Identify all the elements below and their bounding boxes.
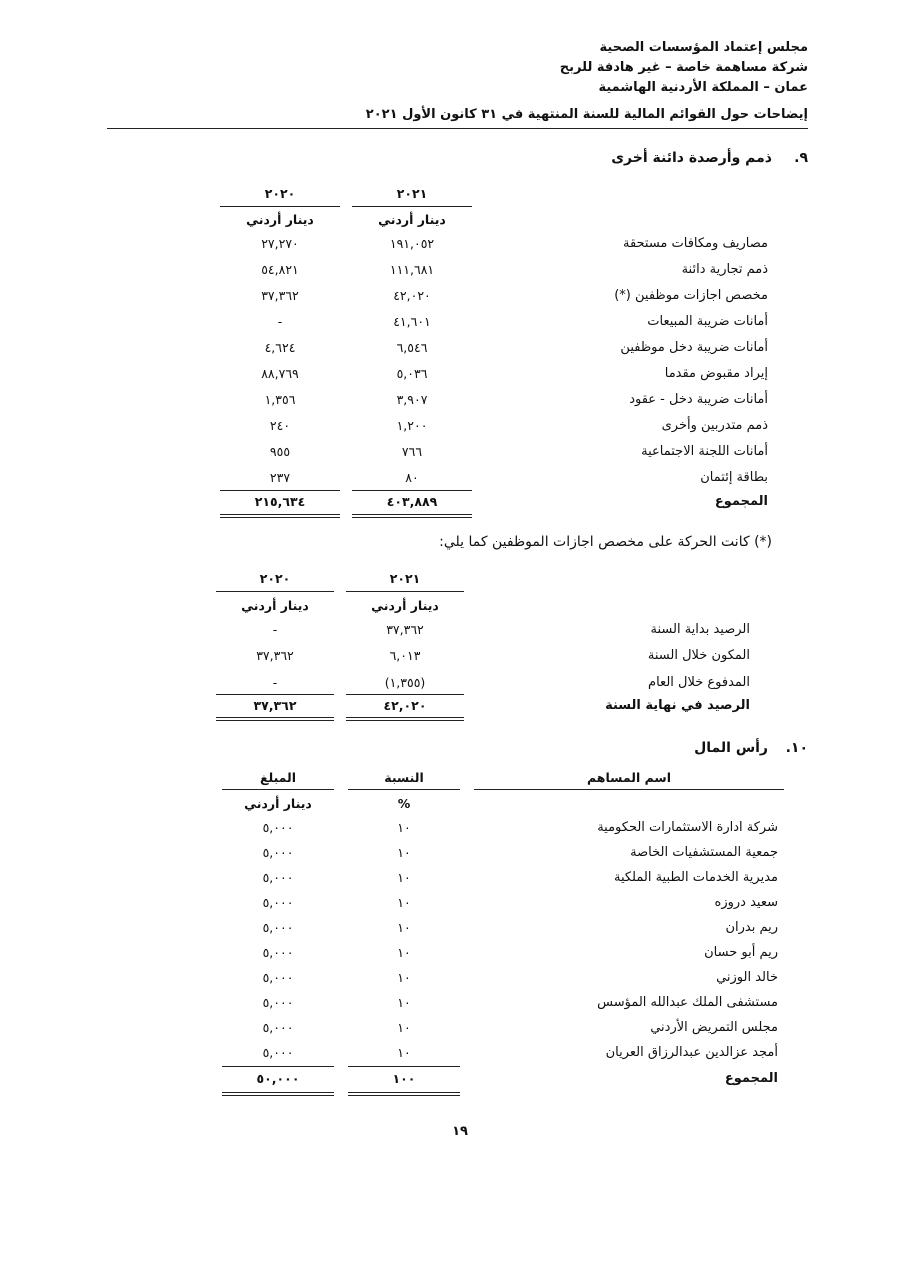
shareholder-amount: ٥,٠٠٠: [262, 945, 294, 960]
note9-row-label: ذمم تجارية دائنة: [681, 262, 768, 277]
note9-currency-2021: دينار أردني: [378, 212, 446, 227]
note9-row-2021: ٤٢,٠٢٠: [393, 288, 431, 303]
movement-total-double-rule-2021: [346, 717, 464, 721]
movement-total-2021: ٤٢,٠٢٠: [383, 698, 427, 713]
shareholder-name: ريم أبو حسان: [704, 945, 778, 960]
shareholder-pct: ١٠: [397, 870, 411, 885]
note9-row-2021: ٦,٥٤٦: [396, 340, 428, 355]
shareholder-pct: ١٠: [397, 945, 411, 960]
leave-movement-note: (*) كانت الحركة على مخصص اجازات الموظفين كما يلي:: [439, 534, 772, 550]
shareholder-amount: ٥,٠٠٠: [262, 1045, 294, 1060]
shareholder-name: جمعية المستشفيات الخاصة: [630, 845, 778, 860]
note10-header-rule-amount: [222, 789, 334, 790]
shareholder-name: شركة ادارة الاستثمارات الحكومية: [597, 820, 778, 835]
note10-total-amount: ٥٠,٠٠٠: [256, 1071, 300, 1086]
movement-row-label: الرصيد بداية السنة: [650, 622, 750, 637]
company-type: شركة مساهمة خاصة – غير هادفة للربح: [559, 60, 808, 75]
shareholder-pct: ١٠: [397, 970, 411, 985]
movement-total-double-rule-2020: [216, 717, 334, 721]
note9-row-label: أمانات ضريبة المبيعات: [647, 314, 768, 329]
note9-currency-2020: دينار أردني: [246, 212, 314, 227]
shareholder-name: مديرية الخدمات الطبية الملكية: [613, 870, 778, 885]
org-name: مجلس إعتماد المؤسسات الصحية: [599, 40, 808, 55]
note10-total-double-rule-pct: [348, 1092, 460, 1096]
movement-row-2021: ٦,٠١٣: [389, 648, 421, 663]
shareholder-pct: ١٠: [397, 1020, 411, 1035]
note10-header-rule-pct: [348, 789, 460, 790]
movement-row-label: المدفوع خلال العام: [648, 675, 750, 690]
movement-currency-2020: دينار أردني: [241, 598, 309, 613]
note9-number: .٩: [794, 150, 808, 166]
note9-title: ذمم وأرصدة دائنة أخرى: [611, 150, 772, 166]
note10-amount-unit: دينار أردني: [244, 796, 312, 811]
location: عمان – المملكة الأردنية الهاشمية: [598, 80, 808, 95]
note10-title: رأس المال: [694, 740, 768, 756]
note9-row-label: إيراد مقبوض مقدما: [664, 366, 768, 381]
note9-row-2020: ١,٣٥٦: [264, 392, 296, 407]
note10-col-amount: المبلغ: [259, 770, 297, 785]
movement-header-rule-2020: [216, 591, 334, 592]
note9-total-2020: ٢١٥,٦٣٤: [254, 494, 306, 509]
shareholder-name: مستشفى الملك عبدالله المؤسس: [597, 995, 778, 1010]
note9-row-2021: ١٩١,٠٥٢: [389, 236, 435, 251]
movement-total-2020: ٣٧,٣٦٢: [253, 698, 297, 713]
movement-currency-2021: دينار أردني: [371, 598, 439, 613]
note9-row-2020: ٢٧,٢٧٠: [261, 236, 299, 251]
movement-row-2020: -: [272, 675, 278, 690]
shareholder-name: ريم بدران: [725, 920, 778, 935]
note9-total-double-rule-2020: [220, 514, 340, 518]
shareholder-amount: ٥,٠٠٠: [262, 995, 294, 1010]
movement-row-label: المكون خلال السنة: [647, 648, 750, 663]
movement-header-rule-2021: [346, 591, 464, 592]
shareholder-name: خالد الوزني: [716, 970, 778, 985]
shareholder-amount: ٥,٠٠٠: [262, 820, 294, 835]
note9-row-2021: ٨٠: [405, 470, 419, 485]
note9-row-label: أمانات ضريبة دخل موظفين: [620, 340, 768, 355]
movement-subtotal-rule-2020: [216, 694, 334, 695]
movement-year-2021: ٢٠٢١: [389, 571, 421, 586]
shareholder-amount: ٥,٠٠٠: [262, 895, 294, 910]
note9-row-2020: ٢٤٠: [269, 418, 291, 433]
shareholder-amount: ٥,٠٠٠: [262, 920, 294, 935]
note9-row-label: ذمم متدربين وأخرى: [661, 418, 768, 433]
note9-row-2021: ٣,٩٠٧: [396, 392, 428, 407]
shareholder-pct: ١٠: [397, 820, 411, 835]
note10-total-label: المجموع: [724, 1071, 778, 1086]
note9-header-rule-2020: [220, 206, 340, 207]
note9-row-2020: ٩٥٥: [269, 444, 291, 459]
shareholder-amount: ٥,٠٠٠: [262, 970, 294, 985]
note9-row-2021: ٥,٠٣٦: [396, 366, 428, 381]
shareholder-name: مجلس التمريض الأردني: [650, 1020, 778, 1035]
movement-year-2020: ٢٠٢٠: [259, 571, 291, 586]
note10-total-double-rule-amount: [222, 1092, 334, 1096]
note9-row-2021: ٧٦٦: [401, 444, 423, 459]
movement-row-2020: -: [272, 622, 278, 637]
shareholder-pct: ١٠: [397, 920, 411, 935]
movement-row-2021: (١,٣٥٥): [384, 675, 426, 690]
note10-col-pct: النسبة: [384, 770, 424, 785]
note9-total-label: المجموع: [714, 494, 768, 509]
note10-subtotal-rule-pct: [348, 1066, 460, 1067]
note10-col-name: اسم المساهم: [587, 770, 671, 785]
note9-row-label: أمانات اللجنة الاجتماعية: [641, 444, 768, 459]
note9-header-rule-2021: [352, 206, 472, 207]
note9-row-2020: ٤,٦٢٤: [264, 340, 296, 355]
shareholder-name: أمجد عزالدين عبدالرزاق العريان: [605, 1045, 778, 1060]
note9-total-double-rule-2021: [352, 514, 472, 518]
shareholder-pct: ١٠: [397, 995, 411, 1010]
note9-row-2020: -: [277, 314, 283, 329]
note10-total-pct: ١٠٠: [392, 1071, 416, 1086]
note9-row-label: مصاريف ومكافات مستحقة: [622, 236, 768, 251]
note9-row-2020: ٢٣٧: [269, 470, 291, 485]
note9-row-2021: ١,٢٠٠: [396, 418, 428, 433]
note10-subtotal-rule-amount: [222, 1066, 334, 1067]
note9-row-2020: ٣٧,٣٦٢: [261, 288, 299, 303]
movement-row-2021: ٣٧,٣٦٢: [386, 622, 424, 637]
shareholder-pct: ١٠: [397, 895, 411, 910]
note10-pct-unit: %: [397, 796, 411, 811]
note9-row-label: بطاقة إئتمان: [700, 470, 768, 485]
shareholder-pct: ١٠: [397, 845, 411, 860]
report-subtitle: إيضاحات حول القوائم المالية للسنة المنتهية في ٣١ كانون الأول ٢٠٢١: [365, 107, 808, 122]
note9-total-2021: ٤٠٣,٨٨٩: [386, 494, 438, 509]
note9-row-label: مخصص اجازات موظفين (*): [614, 288, 768, 303]
note9-row-label: أمانات ضريبة دخل - عقود: [629, 392, 768, 407]
note9-year-2020: ٢٠٢٠: [264, 186, 296, 201]
note9-row-2021: ٤١,٦٠١: [393, 314, 431, 329]
shareholder-amount: ٥,٠٠٠: [262, 870, 294, 885]
note9-row-2021: ١١١,٦٨١: [389, 262, 435, 277]
note10-header-rule-name: [474, 789, 784, 790]
shareholder-amount: ٥,٠٠٠: [262, 845, 294, 860]
note9-row-2020: ٨٨,٧٦٩: [261, 366, 299, 381]
note9-row-2020: ٥٤,٨٢١: [261, 262, 299, 277]
note9-subtotal-rule-2021: [352, 490, 472, 491]
movement-total-label: الرصيد في نهاية السنة: [605, 698, 750, 713]
note10-number: .١٠: [785, 740, 808, 756]
movement-subtotal-rule-2021: [346, 694, 464, 695]
note9-year-2021: ٢٠٢١: [396, 186, 428, 201]
page-number: ١٩: [452, 1124, 468, 1139]
shareholder-amount: ٥,٠٠٠: [262, 1020, 294, 1035]
note9-subtotal-rule-2020: [220, 490, 340, 491]
shareholder-pct: ١٠: [397, 1045, 411, 1060]
header-rule: [107, 128, 808, 129]
shareholder-name: سعيد دروزه: [714, 895, 778, 910]
movement-row-2020: ٣٧,٣٦٢: [256, 648, 294, 663]
